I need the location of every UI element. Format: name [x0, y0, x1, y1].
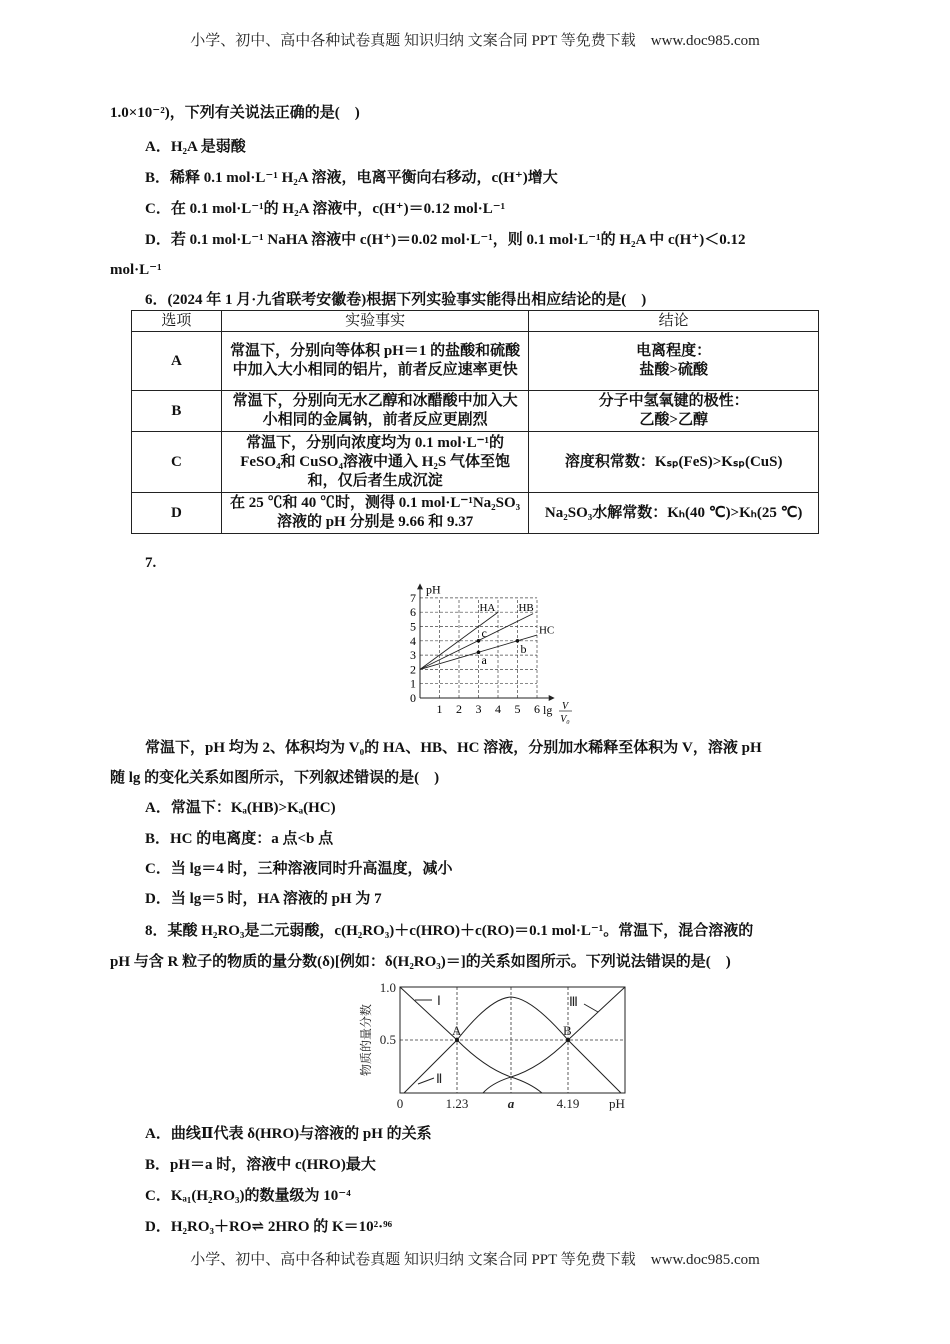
label-curve-I: Ⅰ — [437, 993, 441, 1008]
row-conclusion: 分子中氢氧键的极性： 乙酸>乙醇 — [529, 391, 819, 432]
q7-stem-line1: 常温下，pH 均为 2、体积均为 V₀的 HA、HB、HC 溶液，分别加水稀释至体积为 V，溶液 pH — [145, 740, 762, 756]
q7-number: 7. — [145, 555, 157, 571]
ytick-label: 3 — [410, 648, 416, 663]
ylabel: 物质的量分数 — [359, 1003, 373, 1077]
q6-stem: 6．(2024 年 1 月·九省联考安徽卷)根据下列实验事实能得出相应结论的是( ) — [145, 292, 647, 308]
row-conclusion: Na₂SO₃水解常数：Kₕ(40 ℃)>Kₕ(25 ℃) — [529, 493, 819, 534]
ylabel: pH — [426, 582, 441, 597]
xtick-1.23: 1.23 — [445, 1096, 469, 1111]
ytick-0.5: 0.5 — [379, 1032, 396, 1047]
table-header-row — [132, 311, 819, 332]
data-point-c — [477, 639, 481, 643]
xtick-4.19: 4.19 — [556, 1096, 580, 1111]
xlabel-denominator: V₀ — [560, 714, 570, 725]
label-curve-III: Ⅲ — [569, 994, 578, 1009]
xtick-label: 4 — [495, 702, 501, 716]
q7-option-b: B．HC 的电离度：a 点<b 点 — [145, 831, 334, 847]
q8-stem-line2: pH 与含 R 粒子的物质的量分数(δ)[例如：δ(H₂RO₃)＝]的关系如图所示。下列说法错误的是( ) — [110, 954, 731, 970]
data-point-b — [516, 639, 520, 643]
data-point-a — [477, 650, 481, 654]
q6-table — [131, 310, 819, 534]
series-label-hb: HB — [518, 601, 534, 614]
q7-figure — [400, 580, 590, 730]
row-fact: 常温下，分别向等体积 pH＝1 的盐酸和硫酸中加入大小相同的铝片，前者反应速率更快 — [221, 332, 529, 391]
x-axis-arrow-icon — [549, 695, 555, 701]
q5-option-b: B．稀释 0.1 mol·L⁻¹ H₂A 溶液，电离平衡向右移动，c(H⁺)增大 — [145, 170, 558, 186]
xtick-label: 2 — [456, 702, 462, 716]
q8-option-b: B．pH＝a 时，溶液中 c(HRO)最大 — [145, 1157, 376, 1173]
label-point-A: A — [452, 1023, 462, 1038]
ytick-label: 2 — [410, 662, 416, 677]
page-footer: 小学、初中、高中各种试卷真题 知识归纳 文案合同 PPT 等免费下载 www.doc985.com — [190, 1252, 760, 1268]
series-label-ha: HA — [479, 601, 496, 614]
q7-option-d: D．当 lg＝5 时，HA 溶液的 pH 为 7 — [145, 891, 382, 907]
row-conclusion: 溶度积常数：Kₛₚ(FeS)>Kₛₚ(CuS) — [529, 432, 819, 493]
point-label-a: a — [481, 653, 487, 668]
q5-option-c: C．在 0.1 mol·L⁻¹的 H₂A 溶液中，c(H⁺)＝0.12 mol·L⁻¹ — [145, 201, 506, 217]
ytick-label: 7 — [410, 590, 416, 605]
xlabel: lg — [543, 703, 553, 717]
table-row — [132, 391, 819, 432]
xtick-label: 6 — [534, 702, 540, 716]
q5-option-d-wrap: mol·L⁻¹ — [110, 262, 162, 278]
point-label-b: b — [520, 641, 527, 656]
q7-option-c: C．当 lg＝4 时，三种溶液同时升高温度，减小 — [145, 861, 453, 877]
xtick-label: 3 — [475, 702, 482, 716]
curve-III — [483, 987, 625, 1093]
ytick-label: 5 — [410, 619, 416, 634]
row-option: C — [132, 432, 222, 493]
leader-III — [584, 1004, 598, 1012]
row-option: D — [132, 493, 222, 534]
row-fact: 常温下，分别向无水乙醇和冰醋酸中加入大小相同的金属钠，前者反应更剧烈 — [221, 391, 529, 432]
header-option: 选项 — [132, 311, 222, 332]
xtick-label: 5 — [514, 702, 521, 716]
leader-II — [418, 1078, 434, 1084]
xtick-label: 1 — [436, 702, 443, 716]
q8-figure — [340, 980, 640, 1115]
q7-option-a: A．常温下：Kₐ(HB)>Kₐ(HC) — [145, 800, 336, 816]
q8-option-c: C．Kₐ₁(H₂RO₃)的数量级为 10⁻⁴ — [145, 1188, 351, 1204]
point-B — [566, 1038, 570, 1042]
table-row — [132, 432, 819, 493]
ytick-label: 1 — [410, 676, 416, 691]
xlabel-numerator: V — [561, 701, 569, 712]
q5-stem: 1.0×10⁻²)，下列有关说法正确的是( ) — [110, 105, 360, 121]
header-conclusion: 结论 — [529, 311, 819, 332]
ytick-label: 0 — [410, 691, 416, 705]
table-row — [132, 493, 819, 534]
y-axis-arrow-icon — [417, 583, 423, 589]
row-option: A — [132, 332, 222, 391]
xtick-0: 0 — [396, 1096, 404, 1111]
ytick-1.0: 1.0 — [379, 980, 396, 995]
table-row — [132, 332, 819, 391]
header-fact: 实验事实 — [221, 311, 529, 332]
row-option: B — [132, 391, 222, 432]
ytick-label: 4 — [410, 633, 416, 648]
label-point-B: B — [563, 1023, 572, 1038]
ytick-label: 6 — [410, 605, 416, 620]
q8-stem-line1: 8．某酸 H₂RO₃是二元弱酸，c(H₂RO₃)＋c(HRO)＋c(RO)＝0.1 mol·L⁻¹。常温下，混合溶液的 — [145, 923, 754, 939]
xtick-a: a — [507, 1096, 515, 1111]
xlabel-pH: pH — [609, 1096, 625, 1111]
q5-option-d: D．若 0.1 mol·L⁻¹ NaHA 溶液中 c(H⁺)＝0.02 mol·L⁻¹，则 0.1 mol·L⁻¹的 H₂A 中 c(H⁺)＜0.12 — [145, 232, 746, 248]
q8-option-d: D．H₂RO₃＋RO⇌ 2HRO 的 K＝10²·⁹⁶ — [145, 1219, 393, 1235]
row-conclusion: 电离程度： 盐酸>硫酸 — [529, 332, 819, 391]
q7-stem-line2: 随 lg 的变化关系如图所示，下列叙述错误的是( ) — [110, 770, 440, 786]
row-fact: 在 25 ℃和 40 ℃时，测得 0.1 mol·L⁻¹Na₂SO₃溶液的 pH 分别是 9.66 和 9.37 — [221, 493, 529, 534]
q5-option-a: A．H₂A 是弱酸 — [145, 139, 246, 155]
row-fact: 常温下，分别向浓度均为 0.1 mol·L⁻¹的 FeSO₄和 CuSO₄溶液中通入 H₂S 气体至饱和，仅后者生成沉淀 — [221, 432, 529, 493]
q8-option-a: A．曲线Ⅱ代表 δ(HRO)与溶液的 pH 的关系 — [145, 1126, 432, 1142]
label-curve-II: Ⅱ — [436, 1071, 443, 1086]
point-label-c: c — [481, 625, 487, 640]
point-A — [455, 1038, 459, 1042]
series-label-hc: HC — [538, 624, 555, 637]
page-header: 小学、初中、高中各种试卷真题 知识归纳 文案合同 PPT 等免费下载 www.doc985.com — [190, 33, 760, 49]
